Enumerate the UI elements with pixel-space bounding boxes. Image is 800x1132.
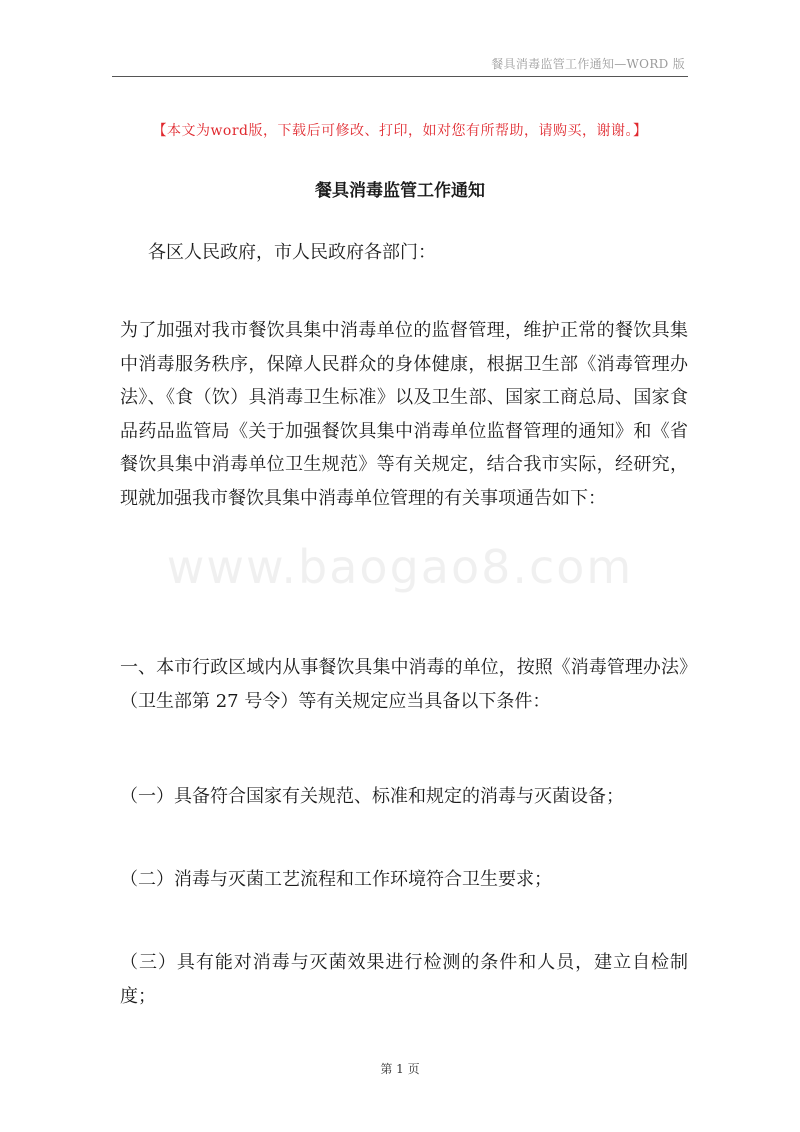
watermark-text: www.baogao8.com bbox=[166, 540, 634, 594]
purchase-notice: 【本文为word版，下载后可修改、打印，如对您有所帮助，请购买，谢谢。】 bbox=[152, 123, 648, 139]
running-header: 餐具消毒监管工作通知—WORD 版 bbox=[491, 57, 685, 71]
intro-paragraph: 为了加强对我市餐饮具集中消毒单位的监督管理，维护正常的餐饮具集中消毒服务秩序，保障人民群众的身体健康，根据卫生部《消毒管理办法》、《食（饮）具消毒卫生标准》以及卫生部、国家工商总局、国家食品药品监管局《关于加强餐饮具集中消毒单位监督管理的通知》和《省餐饮具集中消毒单位卫生规范》等有关规定，结合我市实际，经研究，现就加强我市餐饮具集中消毒单位管理的有关事项通告如下： bbox=[120, 320, 688, 509]
sub-item-3-paragraph: （三）具有能对消毒与灭菌效果进行检测的条件和人员，建立自检制度； bbox=[120, 952, 688, 1007]
page-number: 第 1 页 bbox=[380, 1062, 420, 1076]
item-1-paragraph: 一、本市行政区域内从事餐饮具集中消毒的单位，按照《消毒管理办法》（卫生部第 27 号令）等有关规定应当具备以下条件： bbox=[120, 657, 688, 712]
sub-item-1-paragraph: （一）具备符合国家有关规范、标准和规定的消毒与灭菌设备； bbox=[120, 786, 624, 807]
document-title: 餐具消毒监管工作通知 bbox=[315, 181, 485, 201]
salutation-paragraph: 各区人民政府，市人民政府各部门： bbox=[148, 242, 436, 263]
header-divider bbox=[112, 76, 688, 77]
sub-item-2-paragraph: （二）消毒与灭菌工艺流程和工作环境符合卫生要求； bbox=[120, 869, 552, 890]
